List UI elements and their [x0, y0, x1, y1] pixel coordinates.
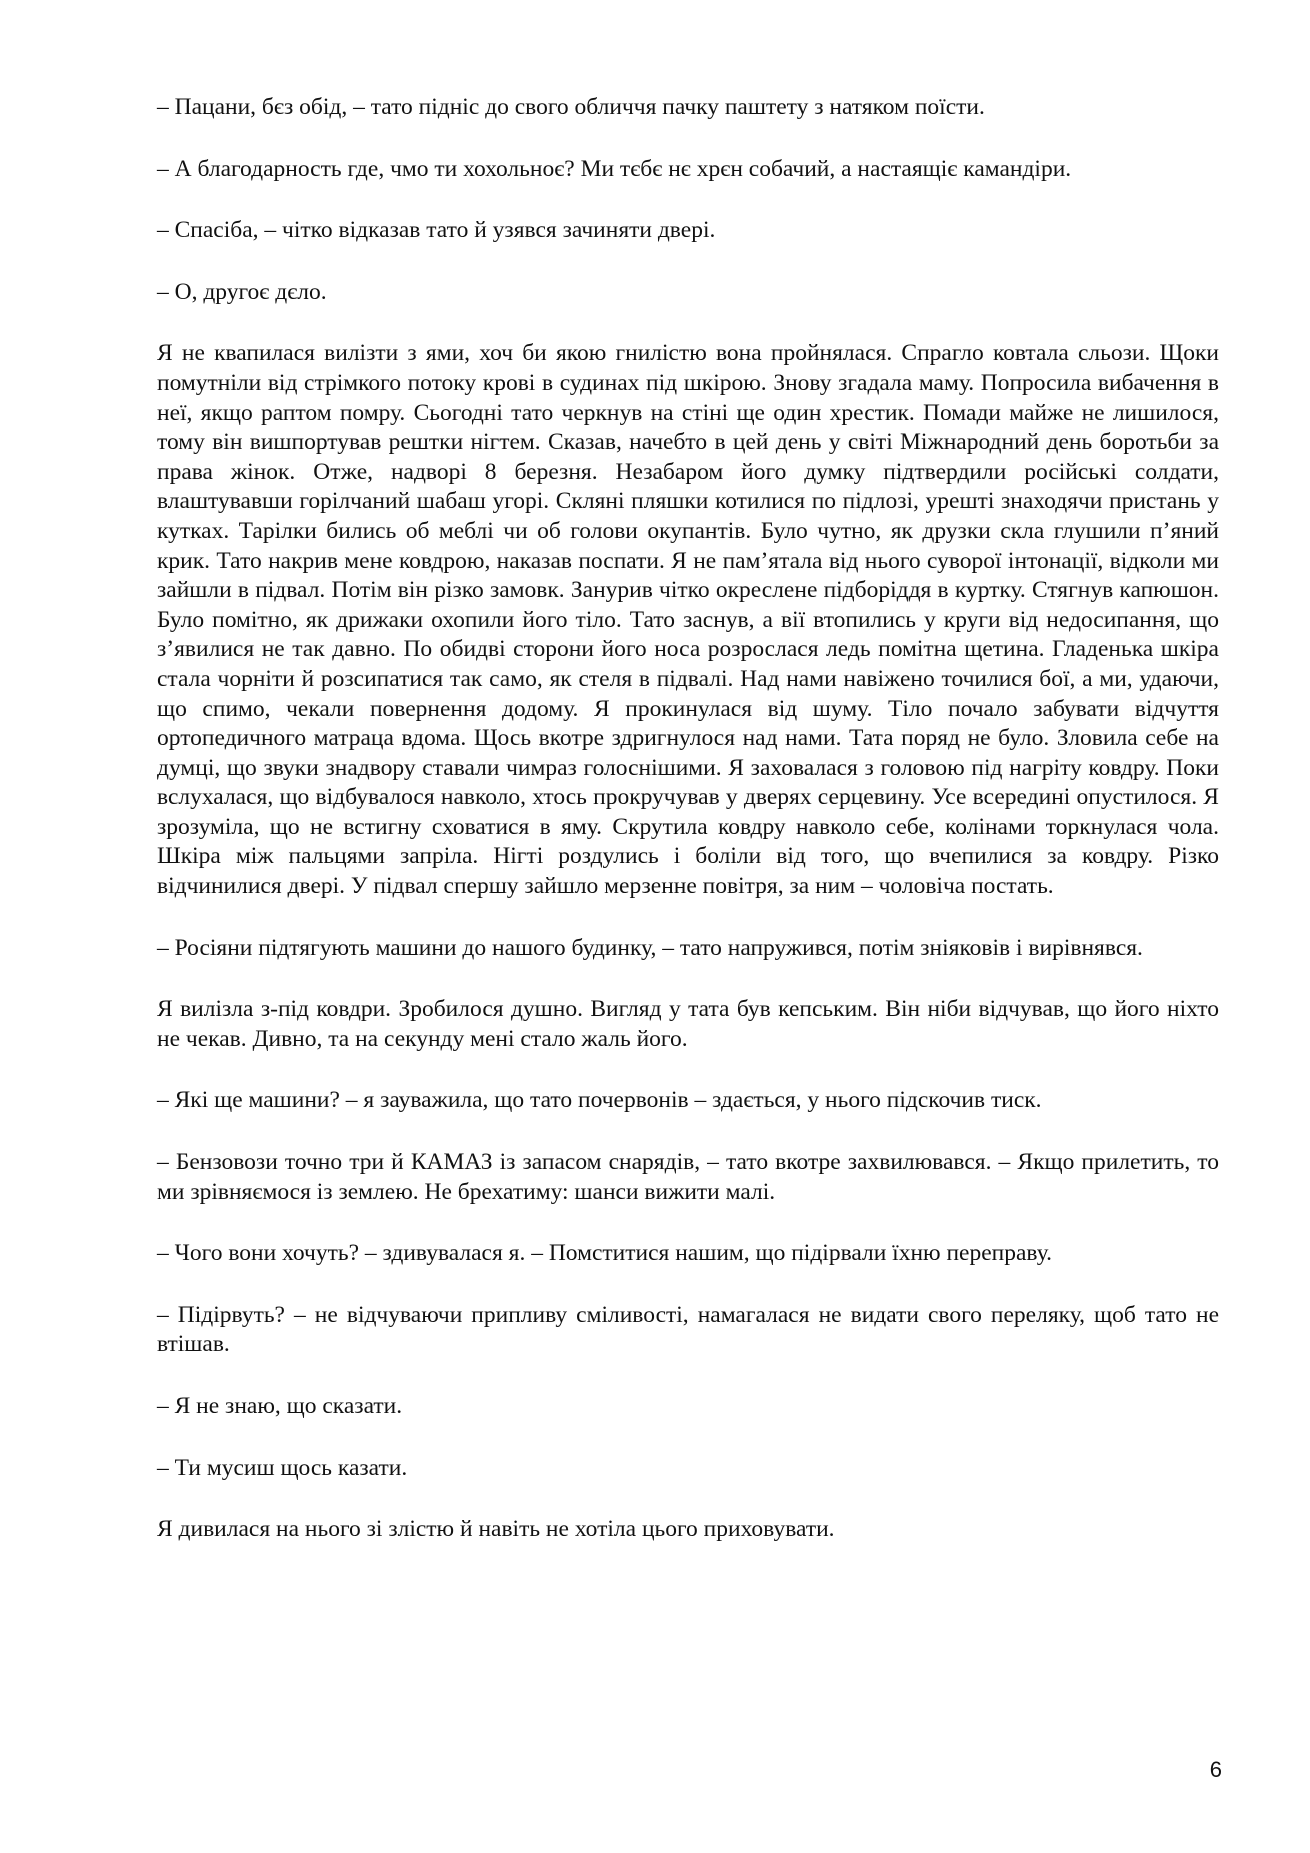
- paragraph: – Я не знаю, що сказати.: [157, 1393, 403, 1419]
- paragraph: Я вилізла з-під ковдри. Зробилося душно. Вигляд у тата був кепським. Він ніби відчував, що його ніхто не чекав. Дивно, та на секунду мені стало жаль його.: [157, 996, 1219, 1052]
- paragraph: – Підірвуть? – не відчуваючи припливу сміливості, намагалася не видати свого переляку, щоб тато не втішав.: [157, 1301, 1219, 1358]
- paragraph: – А благодарность где, чмо ти хохольноє? Ми тєбє нє хрєн собачий, а настаящіє камандіри.: [157, 155, 1072, 182]
- document-body: [157, 93, 1219, 1577]
- paragraph: – Бензовози точно три й КАМАЗ із запасом снарядів, – тато вкотре захвилювався. – Якщо прилетить, то ми зрівняємося із землею. Не брехатиму: шанси вижити малі.: [157, 1149, 1219, 1205]
- paragraph: – Ти мусиш щось казати.: [157, 1454, 408, 1481]
- paragraph: – О, другоє дєло.: [157, 278, 327, 305]
- page-number: 6: [1209, 1757, 1222, 1782]
- paragraph: – Які ще машини? – я зауважила, що тато почервонів – здається, у нього підскочив тиск.: [157, 1087, 1042, 1114]
- paragraph: – Пацани, бєз обід, – тато підніс до свого обличчя пачку паштету з натяком поїсти.: [157, 94, 985, 120]
- paragraph: – Росіяни підтягують машини до нашого будинку, – тато напружився, потім зніяковів і вирівнявся.: [157, 934, 1143, 961]
- paragraph: – Чого вони хочуть? – здивувалася я. – Помститися нашим, що підірвали їхню переправу.: [157, 1240, 1052, 1267]
- paragraph: – Спасіба, – чітко відказав тато й узявся зачиняти двері.: [157, 217, 716, 244]
- paragraph: Я не квапилася вилізти з ями, хоч би якою гнилістю вона пройнялася. Спрагло ковтала сльози. Щоки помутніли від стрімкого потоку крові в судинах під шкірою. Знову згадала маму. Попросила вибачення в неї, якщо раптом помру. Сьогодні тато черкнув на стіні ще один хрестик. Помади майже не лишилося, тому він вишпортував рештки нігтем. Сказав, начебто в цей день у світі Міжнародний день боротьби за права жінок. Отже, надворі 8 березня. Незабаром його думку підтвердили російські солдати, влаштувавши горілчаний шабаш угорі. Скляні пляшки котилися по підлозі, урешті знаходячи пристань у кутках. Тарілки бились об меблі чи об голови окупантів. Було чутно, як друзки скла глушили п’яний крик. Тато накрив мене ковдрою, наказав поспати. Я не пам’ятала від нього суворої інтонації, відколи ми зайшли в підвал. Потім він різко замовк. Занурив чітко окреслене підборіддя в куртку. Стягнув капюшон. Було помітно, як дрижаки охопили його тіло. Тато заснув, а вії втопились у круги від недосипання, що з’явилися не так давно. По обидві сторони його носа розрослася ледь помітна щетина. Гладенька шкіра стала чорніти й розсипатися так само, як стеля в підвалі. Над нами навіжено точилися бої, а ми, удаючи, що спимо, чекали повернення додому. Я прокинулася від шуму. Тіло почало забувати відчуття ортопедичного матраца вдома. Щось вкотре здригнулося над нами. Тата поряд не було. Зловила себе на думці, що звуки знадвору ставали чимраз голоснішими. Я заховалася з головою під нагріту ковдру. Поки вслухалася, що відбувалося навколо, хтось прокручував у дверях серцевину. Усе всередині опустилося. Я зрозуміла, що не встигну сховатися в яму. Скрутила ковдру навколо себе, колінами торкнулася чола. Шкіра між пальцями запріла. Нігті роздулись і боліли від того, що вчепилися за ковдру. Різко відчинилися двері. У підвал спершу зайшло мерзенне повітря, за ним – чоловіча постать.: [157, 340, 1219, 900]
- paragraph: Я дивилася на нього зі злістю й навіть не хотіла цього приховувати.: [157, 1516, 835, 1543]
